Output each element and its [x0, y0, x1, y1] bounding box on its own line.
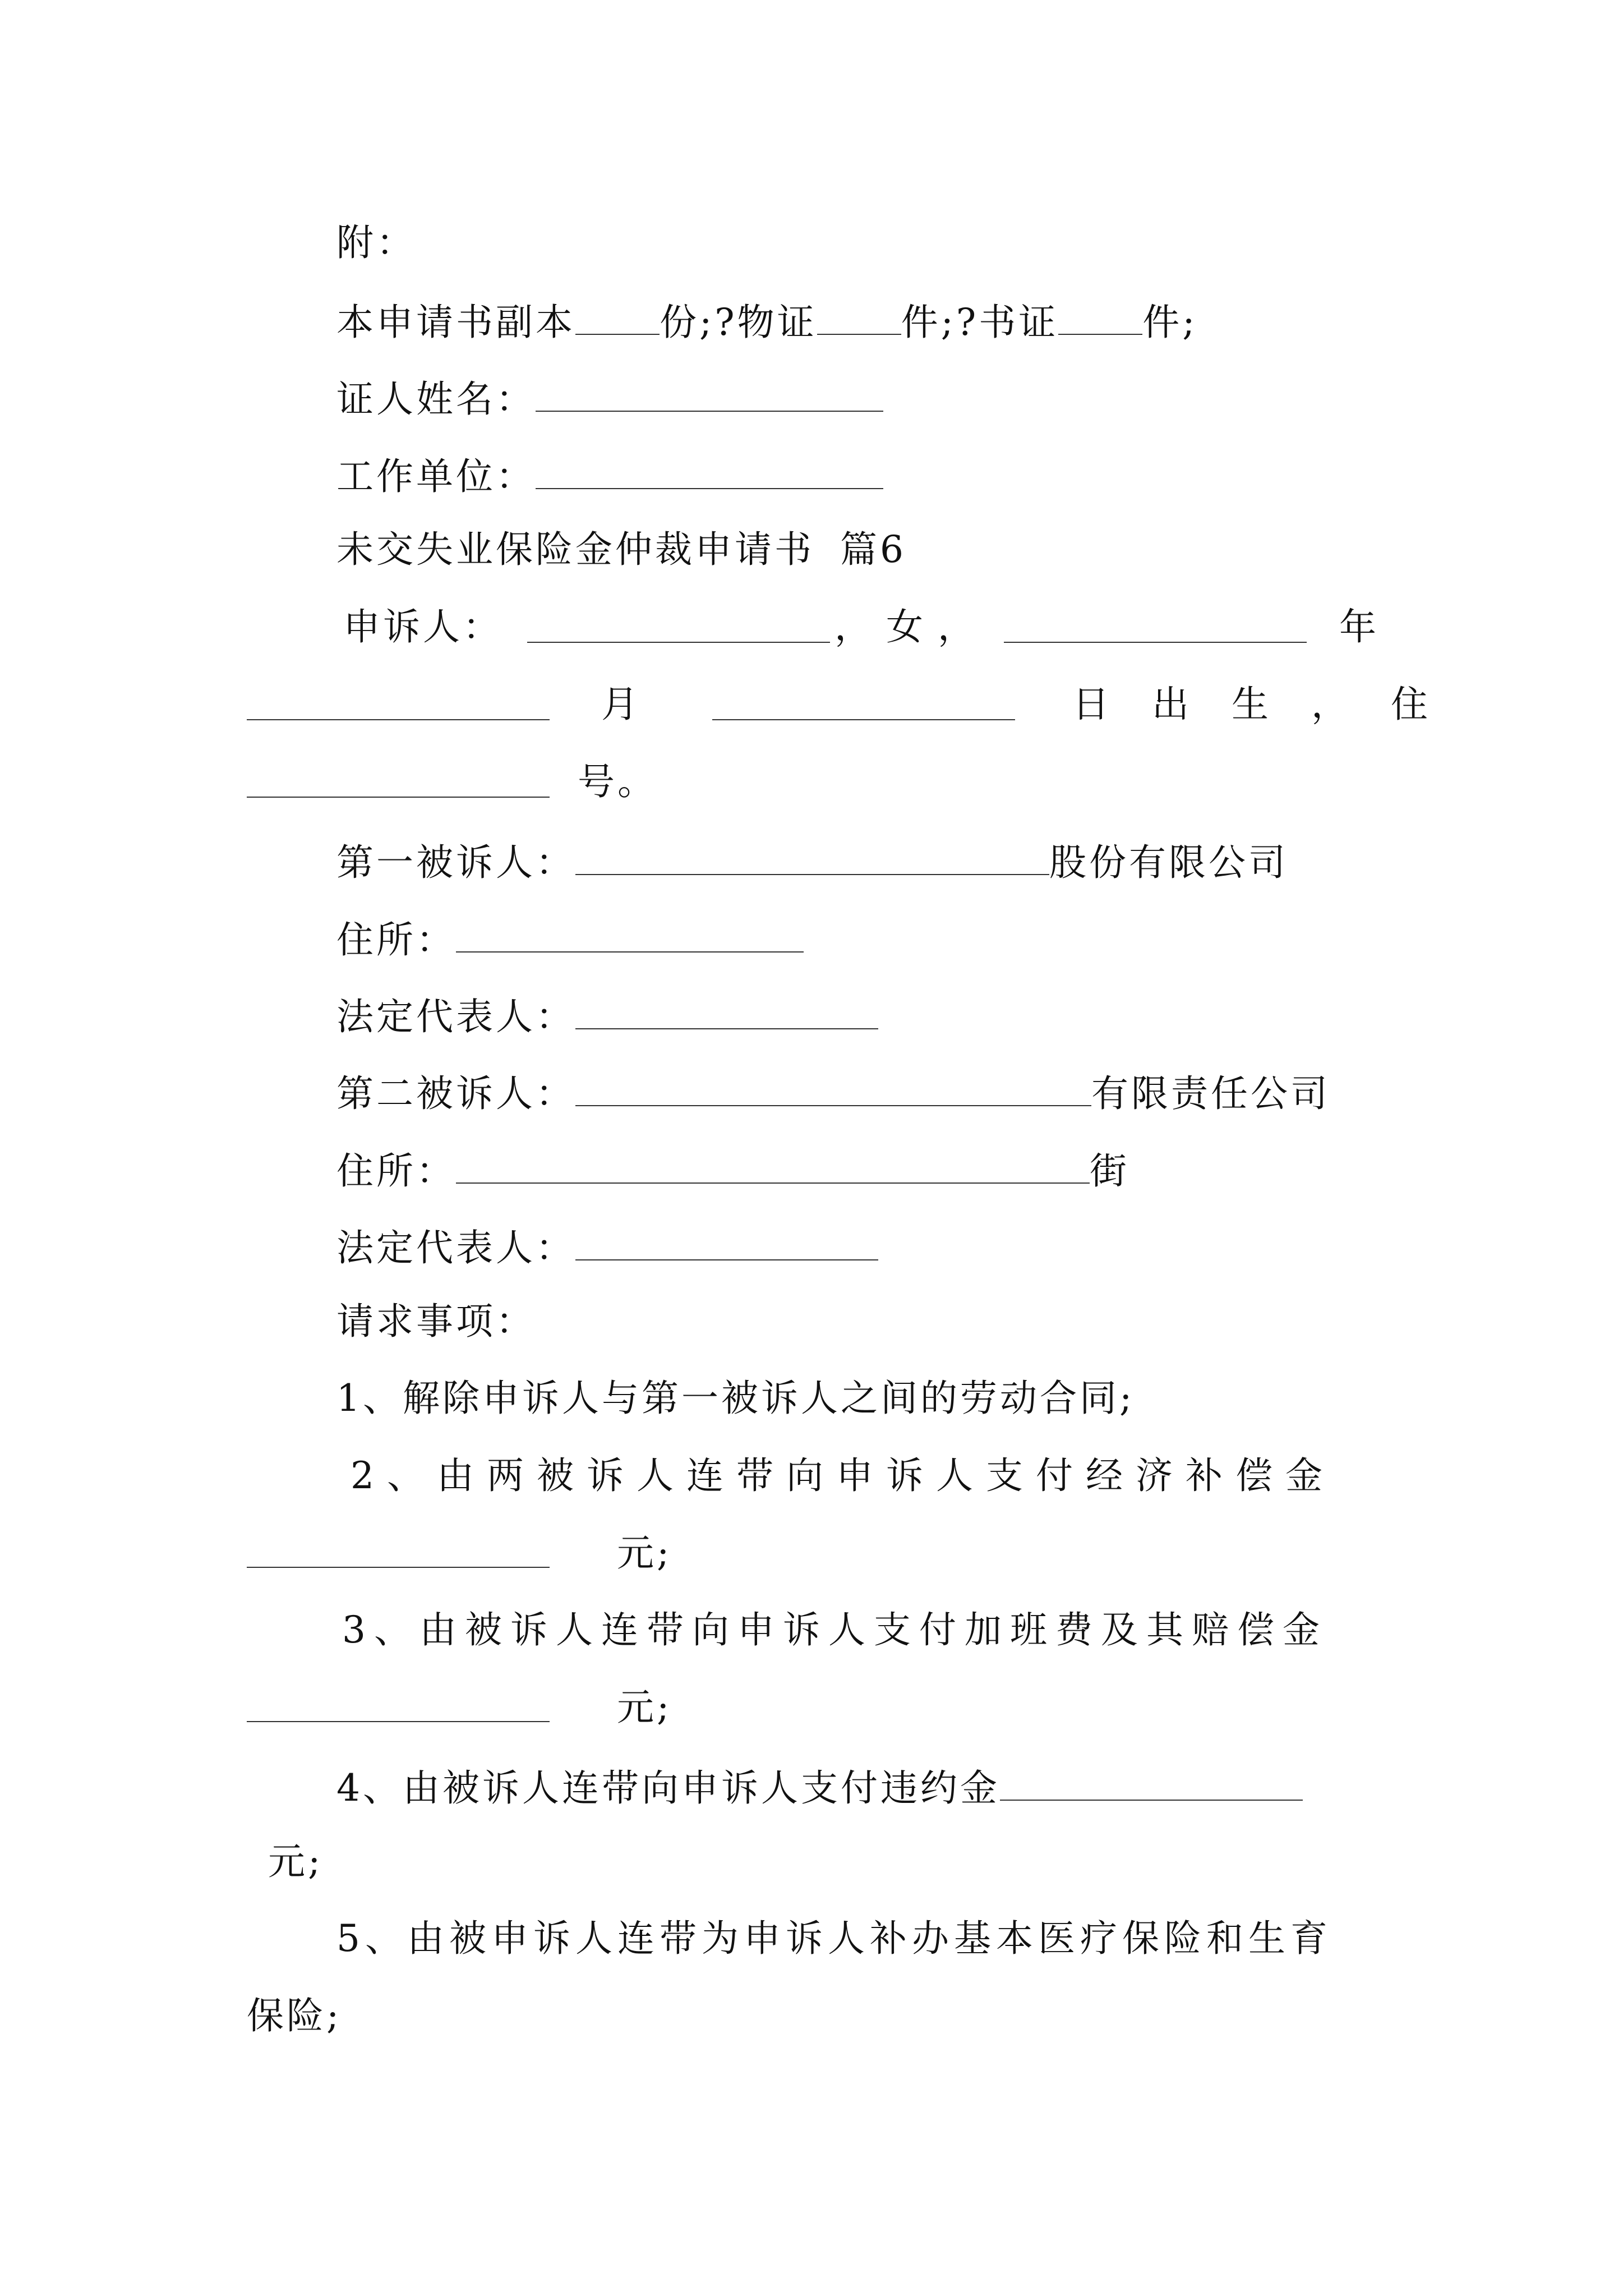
birth-month-label: 月	[601, 683, 638, 726]
residence-blank[interactable]	[247, 797, 550, 798]
claim-item-4-unit: 元;	[268, 1840, 324, 1883]
documentary-evidence-count-blank[interactable]	[1058, 300, 1142, 335]
birth-day-blank[interactable]	[712, 719, 1015, 720]
claim-item-3-unit: 元;	[617, 1686, 672, 1729]
claim-item-2-unit: 元;	[617, 1531, 672, 1575]
work-unit-blank[interactable]	[536, 454, 883, 489]
attachment-label: 附：	[336, 221, 416, 264]
respondent1-legal-rep-line: 法定代表人：	[336, 995, 878, 1036]
residence-number: 号。	[578, 760, 657, 803]
claims-heading: 请求事项：	[336, 1300, 536, 1343]
respondent1-name-blank[interactable]	[575, 840, 1049, 875]
birth-month-blank[interactable]	[247, 719, 550, 720]
birth-day-residence: 日出生，住	[1072, 683, 1470, 726]
claim-item-5-line1: 5、由被申诉人连带为申诉人补办基本医疗保险和生育	[336, 1917, 1332, 1960]
physical-evidence-count-blank[interactable]	[817, 300, 901, 335]
applicant-gender: ，女，	[834, 605, 989, 648]
witness-name-blank[interactable]	[536, 377, 883, 412]
economic-compensation-blank[interactable]	[247, 1567, 550, 1568]
applicant-name-blank[interactable]	[527, 642, 830, 643]
respondent1-address-line: 住所：	[336, 918, 804, 959]
witness-name-line: 证人姓名：	[336, 377, 883, 418]
respondent2-legal-rep-blank[interactable]	[575, 1226, 878, 1260]
respondent2-address-blank[interactable]	[456, 1149, 1090, 1184]
work-unit-line: 工作单位：	[336, 454, 883, 495]
birth-year-blank[interactable]	[1004, 642, 1307, 643]
copies-count-blank[interactable]	[575, 300, 660, 335]
respondent2-address-line: 住所： 街	[336, 1149, 1129, 1193]
respondent1-address-blank[interactable]	[456, 918, 804, 953]
claim-item-4-line: 4、由被诉人连带向申诉人支付违约金	[336, 1766, 1303, 1807]
claim-item-5-line2: 保险;	[247, 1994, 342, 2037]
claim-item-2-text: 2、由两被诉人连带向申诉人支付经济补偿金	[351, 1454, 1335, 1497]
section-title: 未交失业保险金仲裁申请书 篇6	[336, 528, 906, 571]
claim-item-3-text: 3、由被诉人连带向申诉人支付加班费及其赔偿金	[342, 1608, 1328, 1651]
respondent2-name-blank[interactable]	[575, 1071, 1091, 1106]
claim-item-1: 1、解除申诉人与第一被诉人之间的劳动合同;	[336, 1377, 1135, 1420]
respondent2-legal-rep-line: 法定代表人：	[336, 1226, 878, 1267]
penalty-amount-blank[interactable]	[1000, 1766, 1303, 1801]
attachment-copies-line: 本申请书副本 份;?物证 件;?书证 件;	[336, 301, 1198, 344]
applicant-label: 申诉人：	[343, 605, 502, 648]
respondent1-legal-rep-blank[interactable]	[575, 995, 878, 1029]
overtime-compensation-blank[interactable]	[247, 1721, 550, 1722]
birth-year-label: 年	[1339, 605, 1376, 648]
respondent2-line: 第二被诉人： 有限责任公司	[336, 1072, 1330, 1115]
respondent1-line: 第一被诉人： 股份有限公司	[336, 841, 1288, 884]
